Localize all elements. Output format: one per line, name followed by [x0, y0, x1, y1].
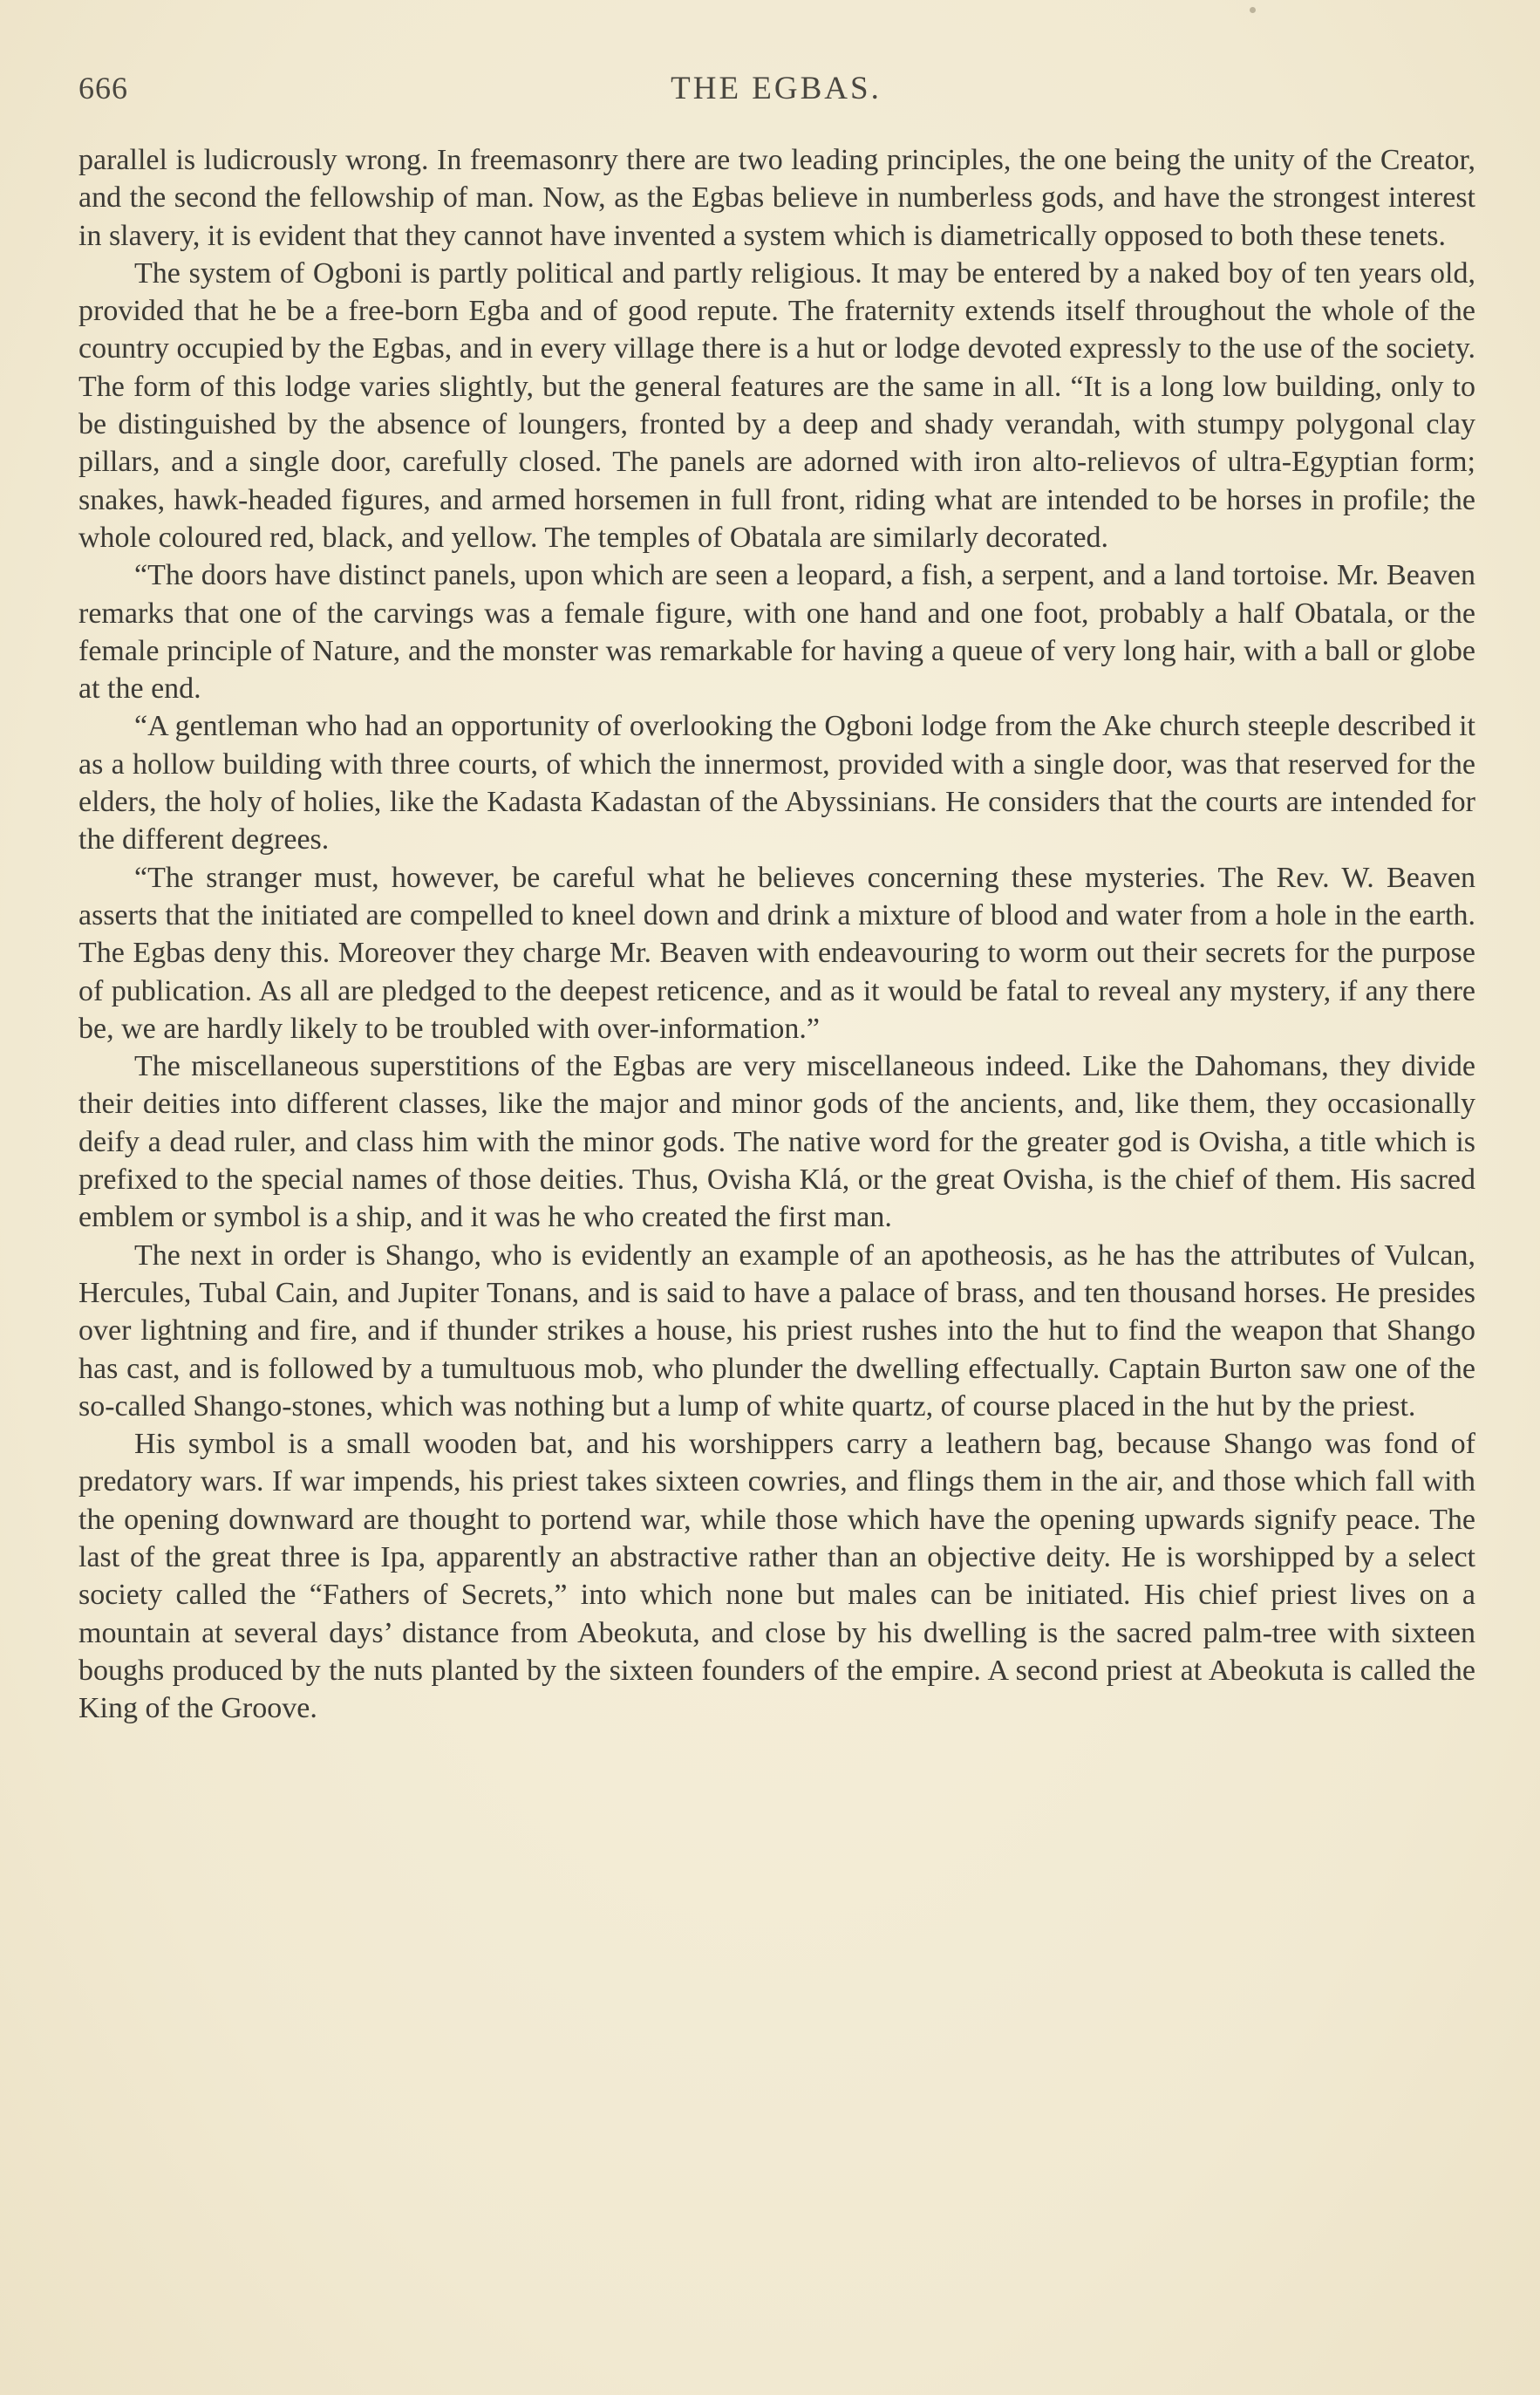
running-title: THE EGBAS. — [671, 71, 882, 106]
paper-speck — [1250, 7, 1256, 13]
paragraph: “A gentleman who had an opportunity of overlooking the Ogboni lodge from the Ake church steeple described it as a hollow building with three courts, of which the innermost, provided with a single door, was that reserved for the elders, the holy of holies, like the Kadasta Kadastan of the Abyssinians. He considers that the courts are intended for the different degrees. — [78, 710, 1475, 856]
paragraph: His symbol is a small wooden bat, and his worshippers carry a leathern bag, because Shango was fond of predatory wars. If war impends, his priest takes sixteen cowries, and flings them in the air, and those which fall with the opening downward are thought to portend war, while those which have the opening upwards signify peace. The last of the great three is Ipa, apparently an abstractive rather than an objective deity. He is worshipped by a select society called the “Fathers of Secrets,” into which none but males can be initiated. His chief priest lives on a mountain at several days’ distance from Abeokuta, and close by his dwelling is the sacred palm-tree with sixteen boughs produced by the nuts planted by the sixteen founders of the empire. A second priest at Abeokuta is called the King of the Groove. — [78, 1428, 1475, 1725]
page-number: 666 — [78, 71, 128, 106]
running-head — [78, 70, 1474, 113]
paragraph: The system of Ogboni is partly political and partly religious. It may be entered by a naked boy of ten years old, provided that he be a free-born Egba and of good repute. The fraternity extends itself throughout the whole of the country occupied by the Egbas, and in every village there is a hut or lodge devoted expressly to the use of the society. The form of this lodge varies slightly, but the general features are the same in all. “It is a long low building, only to be distinguished by the absence of loungers, fronted by a deep and shady verandah, with stumpy polygonal clay pillars, and a single door, carefully closed. The panels are adorned with iron alto-relievos of ultra-Egyptian form; snakes, hawk-headed figures, and armed horsemen in full front, riding what are intended to be horses in profile; the whole coloured red, black, and yellow. The temples of Obatala are similarly decorated. — [78, 256, 1475, 554]
paragraph: The next in order is Shango, who is evidently an example of an apotheosis, as he has the attributes of Vulcan, Hercules, Tubal Cain, and Jupiter Tonans, and is said to have a palace of brass, and ten thousand horses. He presides over lightning and fire, and if thunder strikes a house, his priest rushes into the hut to find the weapon that Shango has cast, and is followed by a tumultuous mob, who plunder the dwelling effectually. Captain Burton saw one of the so-called Shango-stones, which was nothing but a lump of white quartz, of course placed in the hut by the priest. — [78, 1238, 1475, 1423]
body-text — [78, 141, 1475, 1727]
paragraph: The miscellaneous superstitions of the Egbas are very miscellaneous indeed. Like the Dahomans, they divide their deities into different classes, like the major and minor gods of the ancients, and, like them, they occasionally deify a dead ruler, and class him with the minor gods. The native word for the greater god is Ovisha, a title which is prefixed to the special names of those deities. Thus, Ovisha Klá, or the great Ovisha, is the chief of them. His sacred emblem or symbol is a ship, and it was he who created the first man. — [78, 1050, 1475, 1234]
paragraph: “The doors have distinct panels, upon which are seen a leopard, a fish, a serpent, and a land tortoise. Mr. Beaven remarks that one of the carvings was a female figure, with one hand and one foot, probably a half Obatala, or the female principle of Nature, and the monster was remarkable for having a queue of very long hair, with a ball or globe at the end. — [78, 559, 1475, 706]
paragraph: “The stranger must, however, be careful what he believes concerning these mysteries. The Rev. W. Beaven asserts that the initiated are compelled to kneel down and drink a mixture of blood and water from a hole in the earth. The Egbas deny this. Moreover they charge Mr. Beaven with endeavouring to worm out their secrets for the purpose of publication. As all are pledged to the deepest reticence, and as it would be fatal to reveal any mystery, if any there be, we are hardly likely to be troubled with over-information.” — [78, 861, 1475, 1045]
paragraph: parallel is ludicrously wrong. In freemasonry there are two leading principles, the one being the unity of the Creator, and the second the fellowship of man. Now, as the Egbas believe in numberless gods, and have the strongest interest in slavery, it is evident that they cannot have invented a system which is diametrically opposed to both these tenets. — [78, 144, 1475, 252]
